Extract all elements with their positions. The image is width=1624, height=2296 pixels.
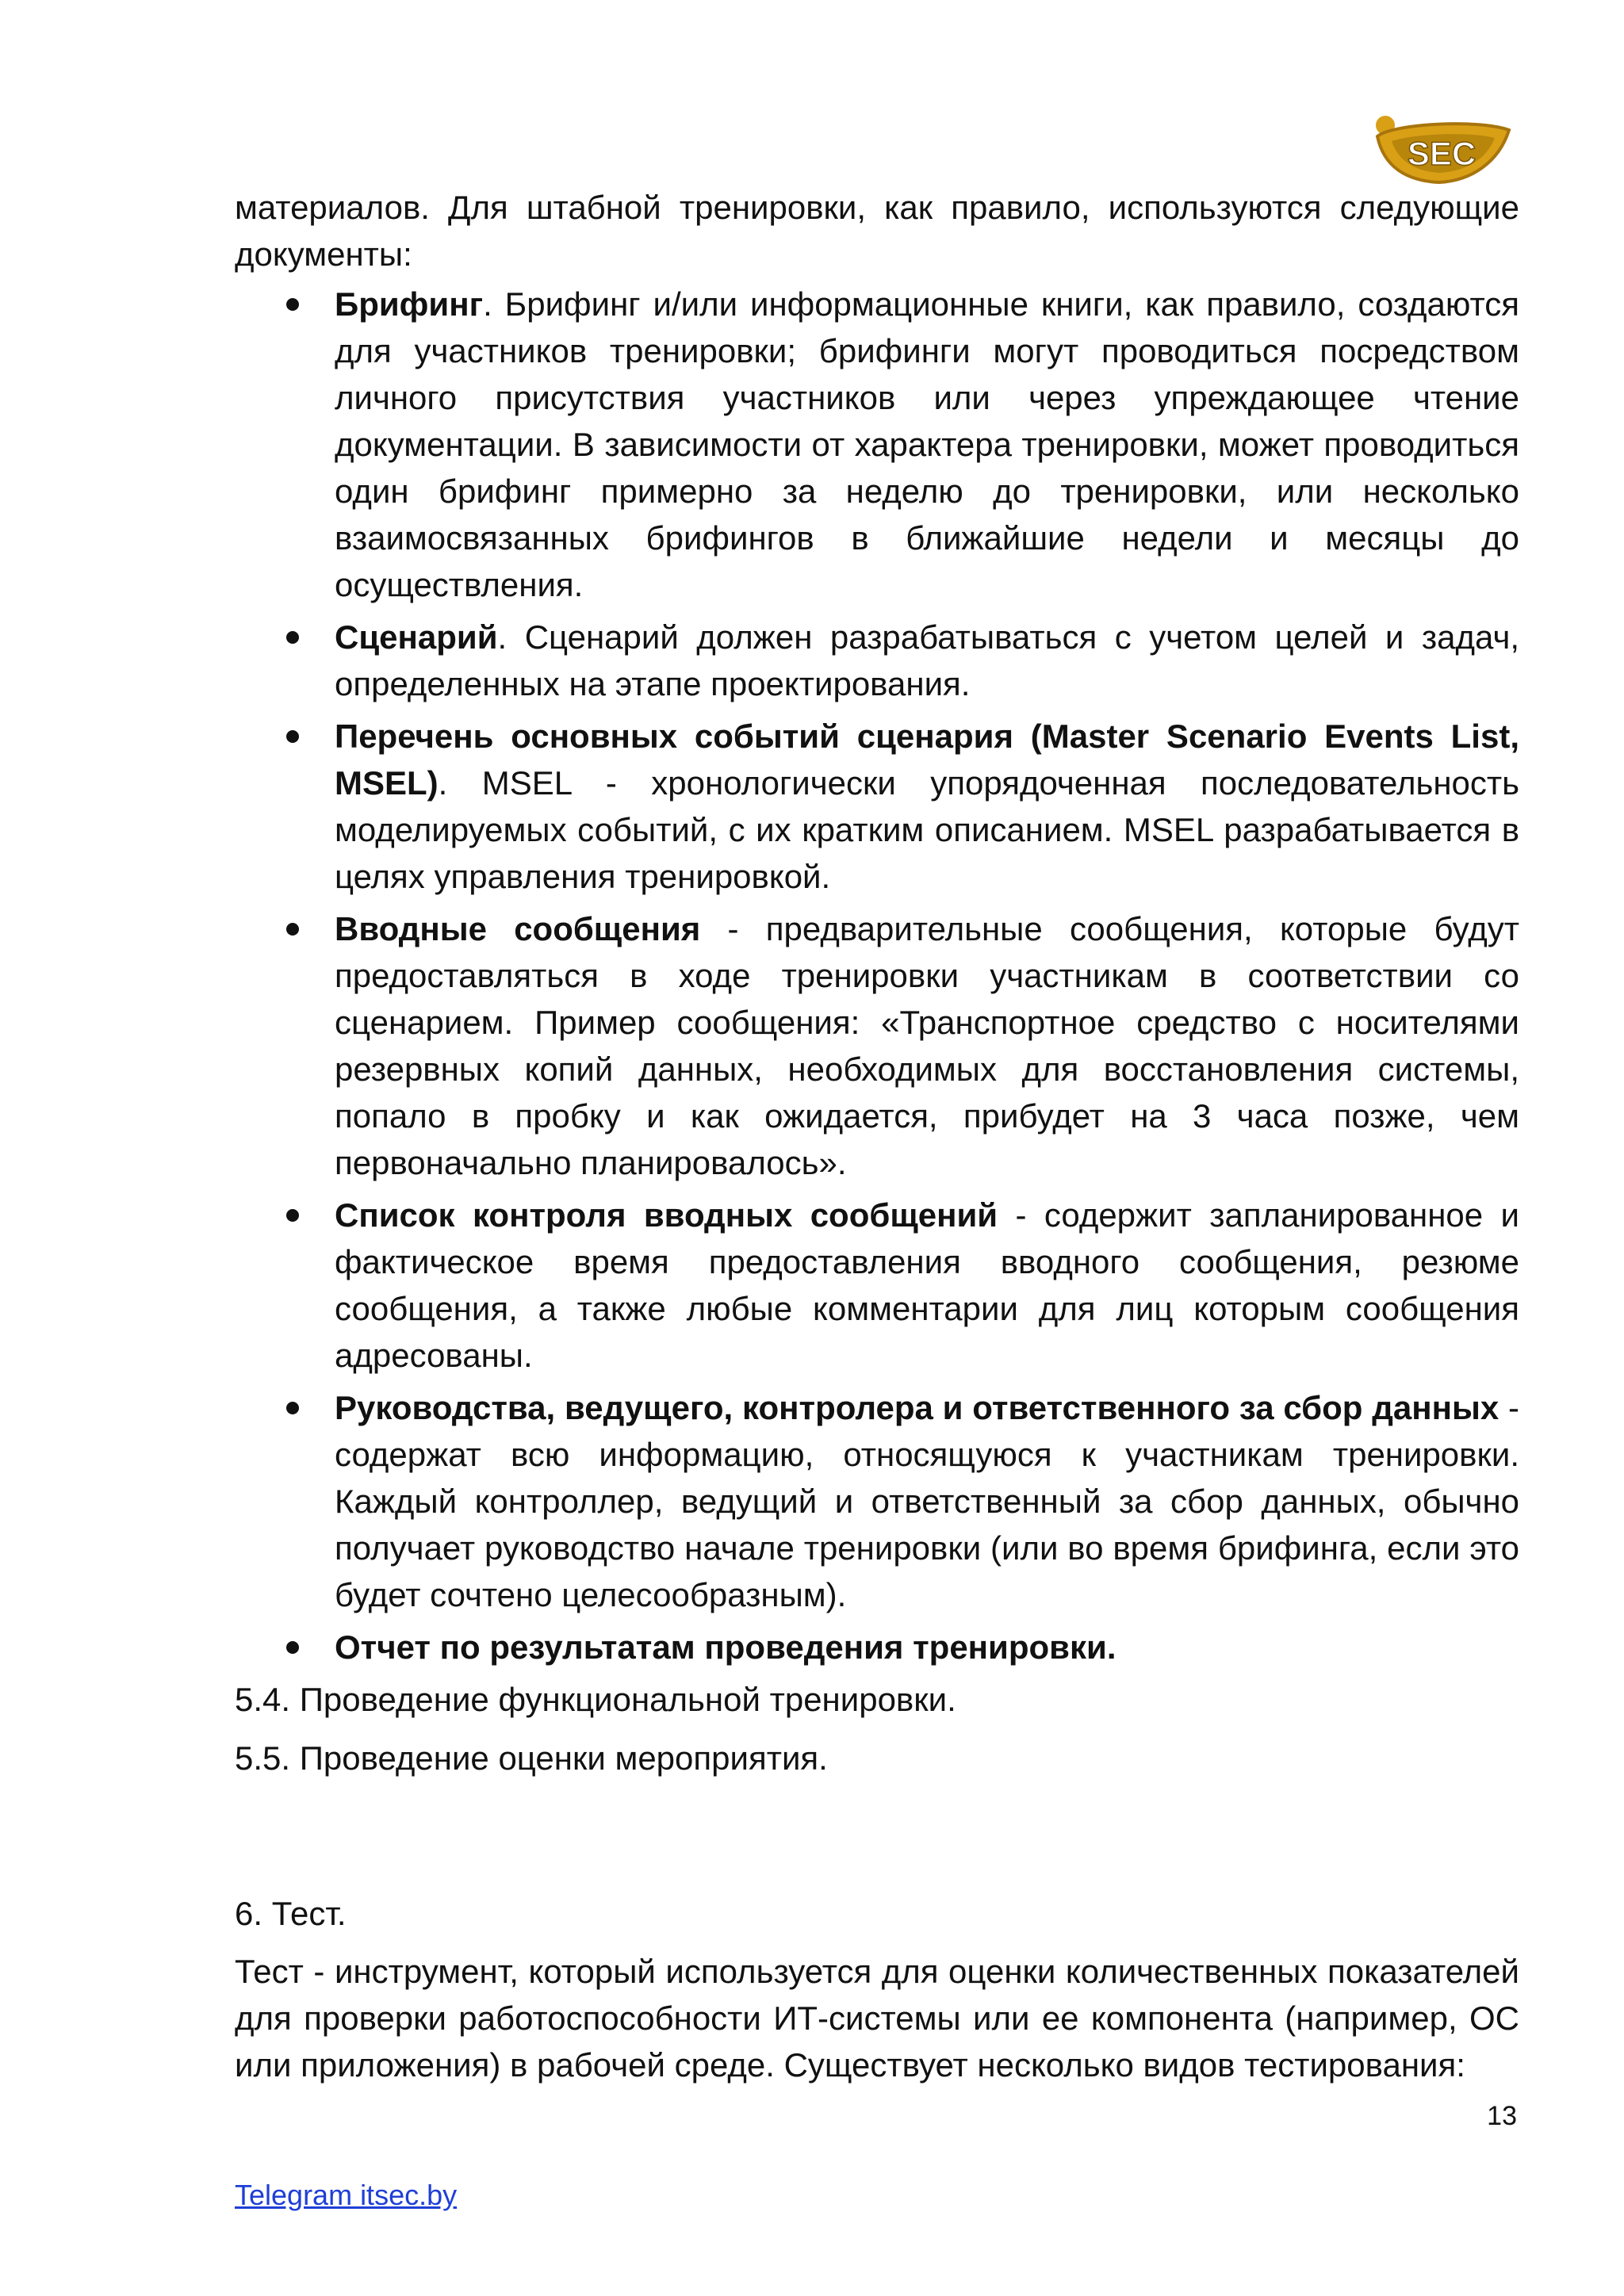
section-5-5: 5.5. Проведение оценки мероприятия. [235, 1739, 828, 1777]
bullet-icon [286, 923, 299, 936]
bullet-icon [286, 1641, 299, 1654]
bullet-icon [286, 1402, 299, 1414]
list-item-title: Вводные сообщения [335, 910, 701, 947]
document-body [235, 184, 1519, 2088]
list-item-title: Список контроля вводных сообщений [335, 1196, 998, 1234]
list-item [235, 905, 1519, 1186]
list-item [235, 1384, 1519, 1618]
bullet-icon [286, 1209, 299, 1222]
intro-paragraph: материалов. Для штабной тренировки, как правило, используются следующие документы: [235, 189, 1519, 273]
list-item-text: - предварительные сообщения, которые будут предоставляться в ходе тренировки участникам в соответствии со сценарием. Пример сообщения: «Транспортное средство с носителями резервных копий данных, необходимых для восстановления системы, попало в пробку и как ожидается, прибудет на 3 часа позже, чем первоначально планировалось». [335, 910, 1519, 1181]
list-item [235, 281, 1519, 608]
bullet-icon [286, 730, 299, 743]
list-item-text: - содержит запланированное и фактическое время предоставления вводного сообщения, резюме сообщения, а также любые комментарии для лиц которым сообщения адресованы. [335, 1196, 1519, 1374]
list-item [235, 1192, 1519, 1379]
list-item-title: Сценарий [335, 618, 498, 656]
list-item-text: . Сценарий должен разрабатываться с учетом целей и задач, определенных на этапе проектирования. [335, 618, 1519, 702]
section-6-heading: 6. Тест. [235, 1895, 347, 1932]
list-item [235, 614, 1519, 707]
documents-list [235, 281, 1519, 1670]
page-number: 13 [1487, 2101, 1517, 2131]
list-item-title: Брифинг [335, 285, 484, 323]
section-5-4: 5.4. Проведение функциональной тренировки. [235, 1681, 956, 1718]
list-item-text: - содержат всю информацию, относящуюся к участникам тренировки. Каждый контроллер, ведущий и ответственный за сбор данных, обычно получает руководство начале тренировки (или во время брифинга, если это будет сочтено целесообразным). [335, 1389, 1519, 1613]
list-item-title: Перечень основных событий сценария (Master Scenario Events List, MSEL) [335, 718, 1519, 802]
section-6-paragraph: Тест - инструмент, который используется для оценки количественных показателей для проверки работоспособности ИТ-системы или ее компонента (например, ОС или приложения) в рабочей среде. Существует несколько видов тестирования: [235, 1953, 1519, 2084]
footer-telegram-link[interactable]: Telegram itsec.by [235, 2179, 458, 2211]
list-item [235, 713, 1519, 900]
list-item-text: . MSEL - хронологически упорядоченная последовательность моделируемых событий, с их кратким описанием. MSEL разрабатывается в целях управления тренировкой. [335, 764, 1519, 895]
list-item-text: . Брифинг и/или информационные книги, как правило, создаются для участников тренировки; брифинги могут проводиться посредством личного присутствия участников или через упреждающее чтение документации. В зависимости от характера тренировки, может проводиться один брифинг примерно за неделю до тренировки, или несколько взаимосвязанных брифингов в ближайшие недели и месяцы до осуществления. [335, 285, 1519, 603]
bullet-icon [286, 298, 299, 311]
list-item-title: Отчет по результатам проведения тренировки. [335, 1628, 1116, 1666]
bullet-icon [286, 631, 299, 644]
sec-logo [1360, 95, 1519, 190]
list-item [235, 1624, 1519, 1670]
list-item-title: Руководства, ведущего, контролера и ответственного за сбор данных [335, 1389, 1500, 1426]
logo-text: SEC [1407, 135, 1477, 172]
